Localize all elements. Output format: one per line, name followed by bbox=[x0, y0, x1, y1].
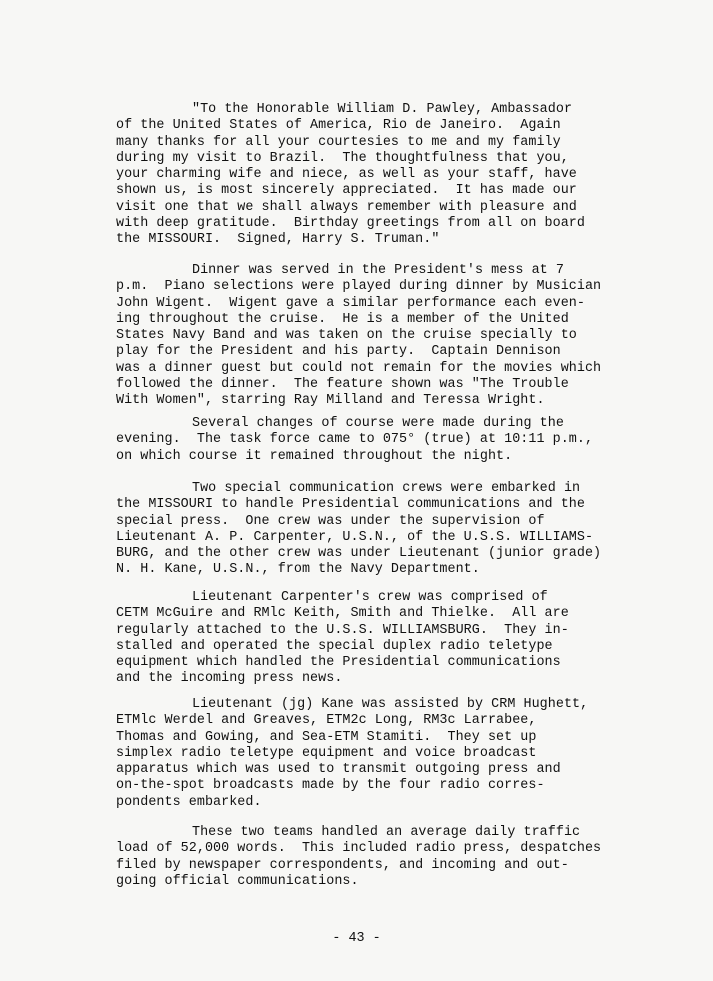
text-line: Lieutenant (jg) Kane was assisted by CRM Hughett, bbox=[192, 697, 589, 712]
text-line: John Wigent. Wigent gave a similar performance each even- bbox=[116, 295, 585, 311]
text-line: special press. One crew was under the supervision of bbox=[116, 513, 545, 529]
text-line: on-the-spot broadcasts made by the four radio corres- bbox=[116, 778, 545, 794]
paragraph-course-changes bbox=[116, 416, 594, 465]
text-line: ETMlc Werdel and Greaves, ETM2c Long, RM3c Larrabee, bbox=[116, 713, 537, 729]
text-line: evening. The task force came to 075° (true) at 10:11 p.m., bbox=[116, 432, 594, 448]
paragraph-kane-crew bbox=[116, 697, 589, 811]
paragraph-daily-traffic bbox=[116, 825, 602, 890]
text-line: on which course it remained throughout the night. bbox=[116, 448, 513, 464]
text-line: shown us, is most sincerely appreciated. It has made our bbox=[116, 183, 577, 199]
text-line: apparatus which was used to transmit outgoing press and bbox=[116, 762, 561, 778]
text-line: followed the dinner. The feature shown was "The Trouble bbox=[116, 377, 569, 393]
text-line: simplex radio teletype equipment and voice broadcast bbox=[116, 745, 537, 761]
text-line: N. H. Kane, U.S.N., from the Navy Department. bbox=[116, 562, 480, 578]
paragraph-communication-crews bbox=[116, 481, 602, 579]
text-line: Lieutenant Carpenter's crew was comprised of bbox=[192, 590, 548, 605]
text-line: equipment which handled the Presidential communications bbox=[116, 655, 561, 671]
paragraph-carpenter-crew bbox=[116, 590, 586, 688]
text-line: p.m. Piano selections were played during dinner by Musician bbox=[116, 279, 602, 295]
text-line: BURG, and the other crew was under Lieutenant (junior grade) bbox=[116, 546, 602, 562]
text-line: pondents embarked. bbox=[116, 794, 262, 810]
text-line: Several changes of course were made during the bbox=[192, 416, 564, 431]
text-line: going official communications. bbox=[116, 873, 359, 889]
text-line: Thomas and Gowing, and Sea-ETM Stamiti. They set up bbox=[116, 729, 537, 745]
text-line: ing throughout the cruise. He is a member of the United bbox=[116, 311, 569, 327]
text-line: "To the Honorable William D. Pawley, Ambassador bbox=[192, 102, 573, 117]
text-line: Lieutenant A. P. Carpenter, U.S.N., of the U.S.S. WILLIAMS- bbox=[116, 529, 594, 545]
paragraph-dinner bbox=[116, 263, 602, 410]
text-line: the MISSOURI. Signed, Harry S. Truman." bbox=[116, 232, 440, 248]
text-line: during my visit to Brazil. The thoughtfulness that you, bbox=[116, 150, 569, 166]
text-line: regularly attached to the U.S.S. WILLIAMSBURG. They in- bbox=[116, 622, 569, 638]
text-line: many thanks for all your courtesies to me and my family bbox=[116, 134, 561, 150]
text-line: and the incoming press news. bbox=[116, 671, 343, 687]
paragraph-truman-message bbox=[116, 102, 586, 249]
text-line: the MISSOURI to handle Presidential communications and the bbox=[116, 497, 585, 513]
text-line: States Navy Band and was taken on the cruise specially to bbox=[116, 328, 577, 344]
text-line: Dinner was served in the President's mess at 7 bbox=[192, 263, 564, 278]
text-line: your charming wife and niece, as well as your staff, have bbox=[116, 167, 577, 183]
text-line: load of 52,000 words. This included radio press, despatches bbox=[116, 841, 602, 857]
text-line: These two teams handled an average daily traffic bbox=[192, 825, 581, 840]
text-line: with deep gratitude. Birthday greetings from all on board bbox=[116, 216, 585, 232]
text-line: of the United States of America, Rio de Janeiro. Again bbox=[116, 118, 561, 134]
text-line: With Women", starring Ray Milland and Teressa Wright. bbox=[116, 393, 545, 409]
text-line: Two special communication crews were embarked in bbox=[192, 481, 581, 496]
text-line: visit one that we shall always remember with pleasure and bbox=[116, 199, 577, 215]
page-number: - 43 - bbox=[332, 931, 381, 946]
text-line: play for the President and his party. Captain Dennison bbox=[116, 344, 561, 360]
text-line: filed by newspaper correspondents, and incoming and out- bbox=[116, 857, 569, 873]
text-line: CETM McGuire and RMlc Keith, Smith and Thielke. All are bbox=[116, 606, 569, 622]
text-line: stalled and operated the special duplex radio teletype bbox=[116, 638, 553, 654]
text-line: was a dinner guest but could not remain for the movies which bbox=[116, 360, 602, 376]
